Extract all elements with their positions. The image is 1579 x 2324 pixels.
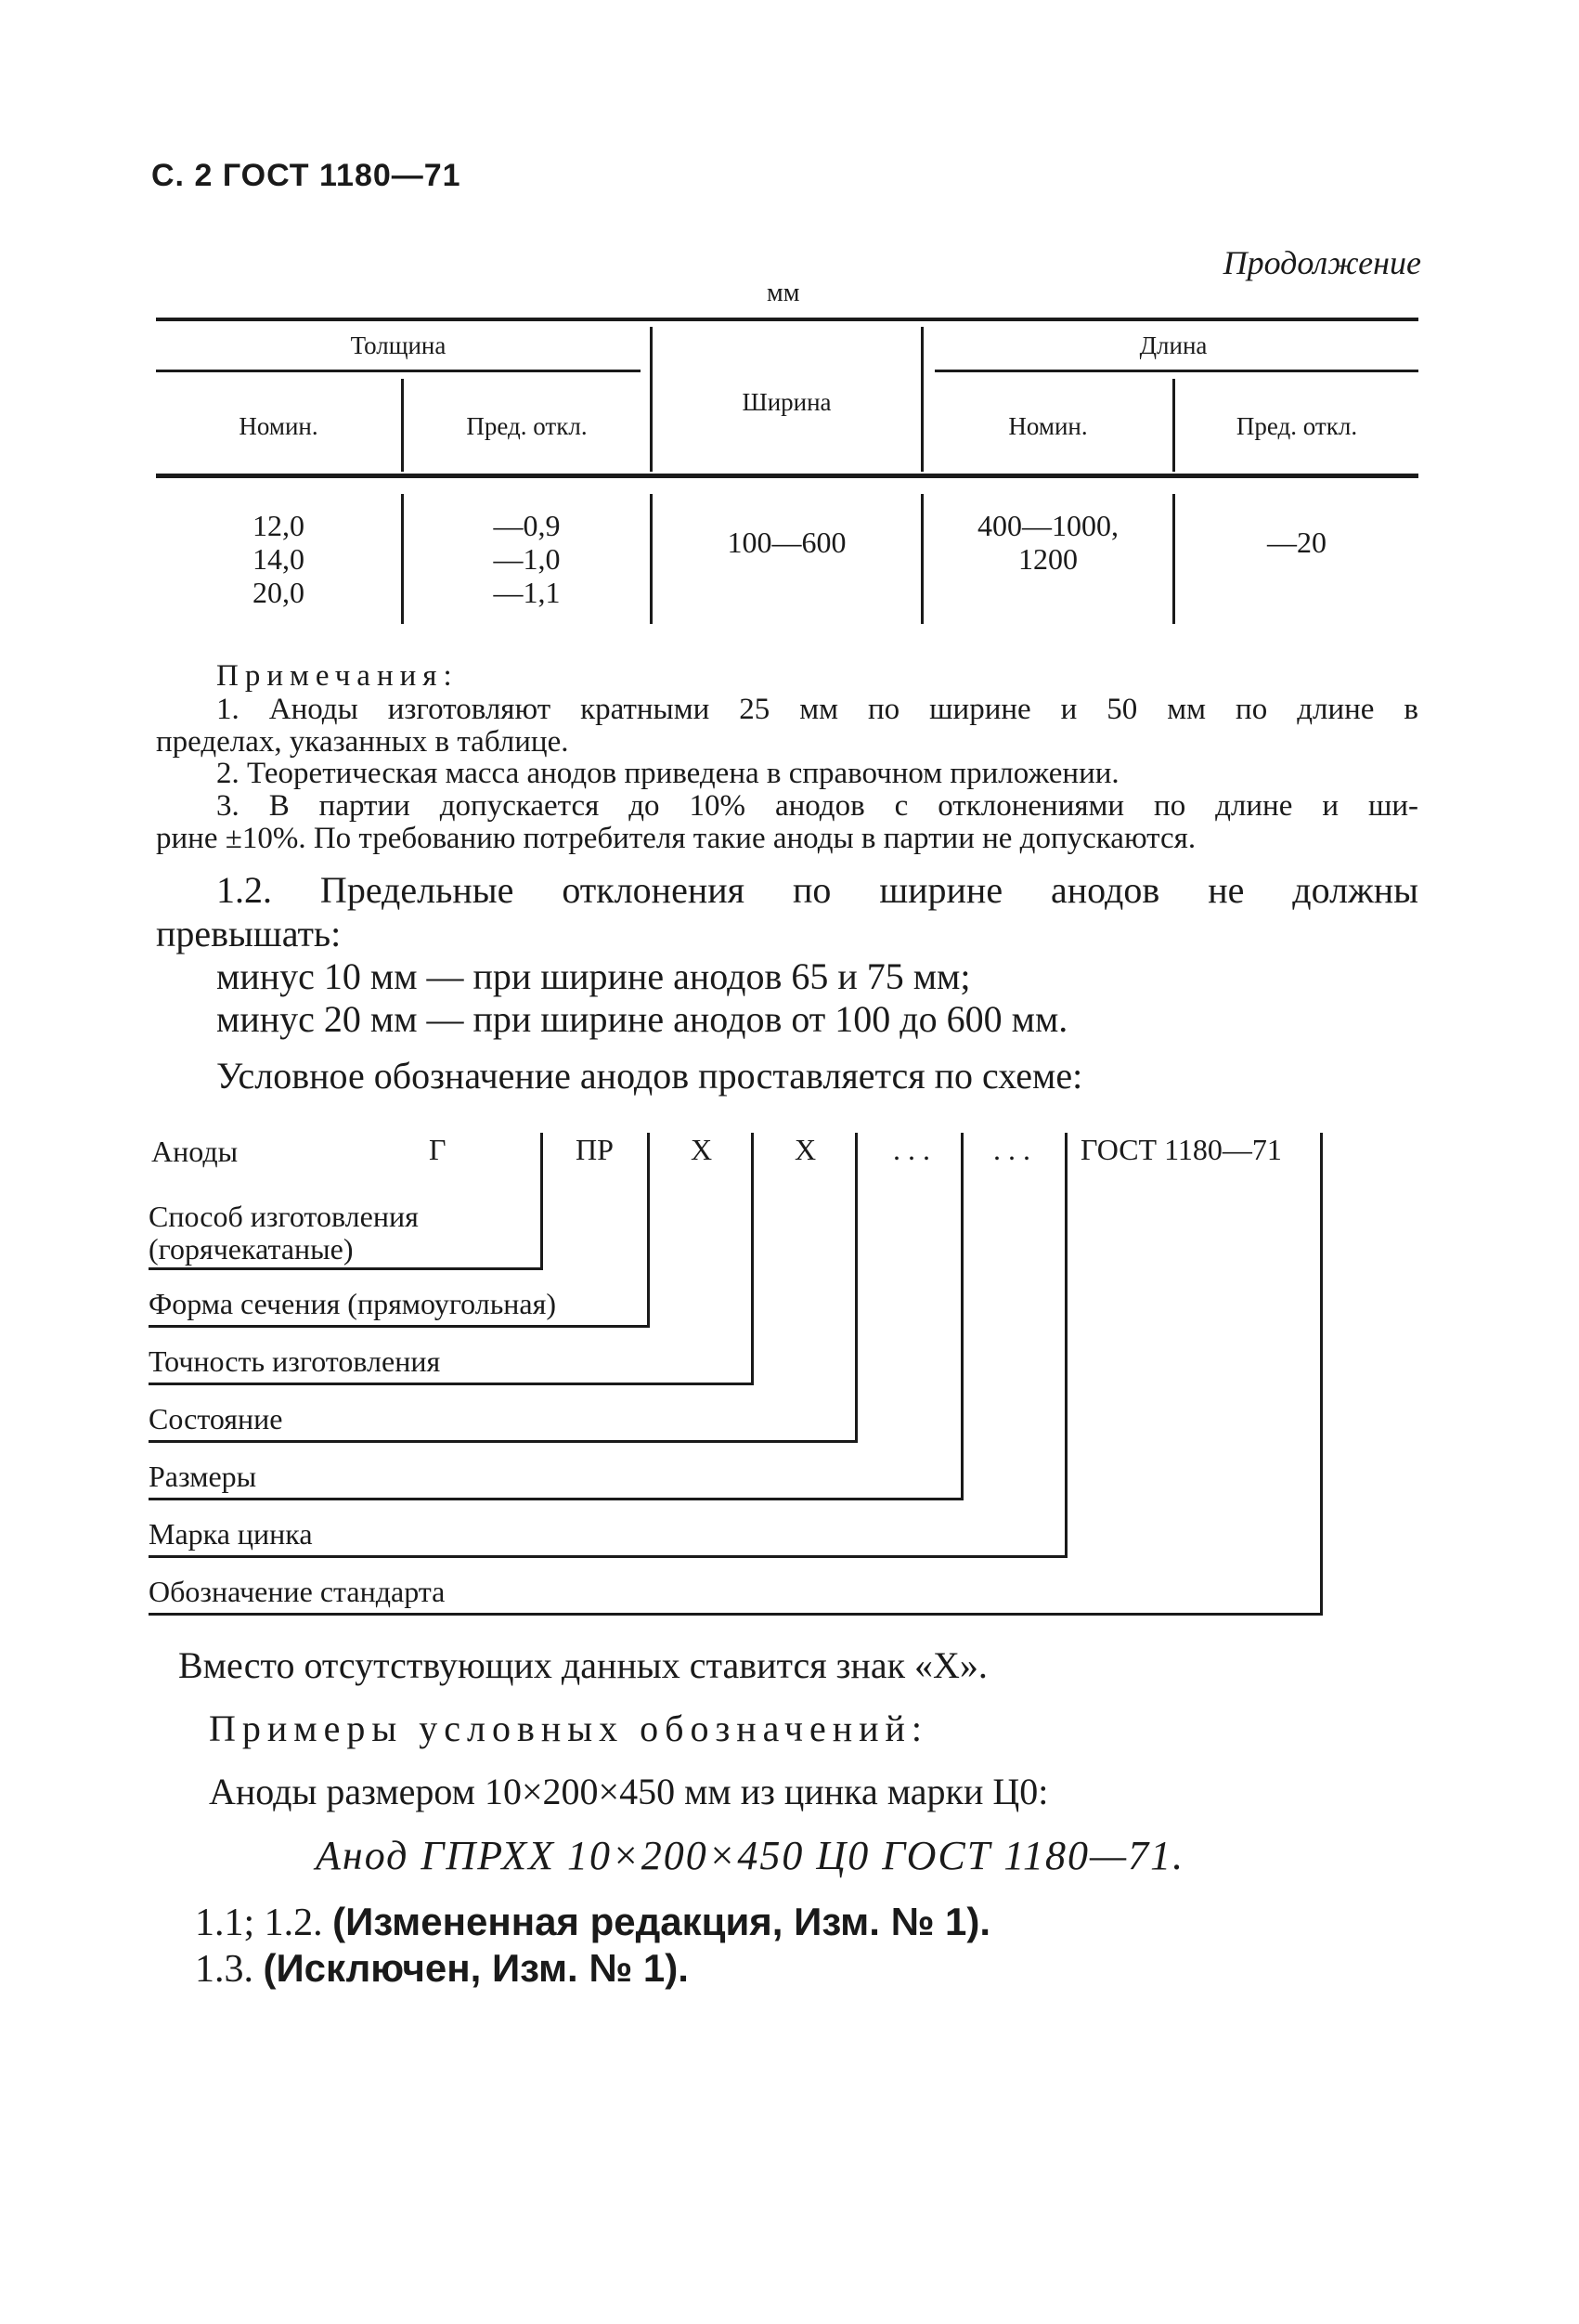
- scheme-label-grade: Марка цинка: [149, 1517, 313, 1551]
- examples-title: Примеры условных обозначений:: [209, 1707, 929, 1749]
- amendment-2: [195, 1946, 689, 1992]
- scheme-leader: [1065, 1133, 1068, 1558]
- scheme-label-sizes: Размеры: [149, 1460, 257, 1493]
- thickness-deviation-values: [404, 509, 650, 609]
- scheme-x1: Х: [691, 1133, 713, 1166]
- header-nominal-length: Номин.: [1008, 412, 1088, 440]
- section-1-2-line4: минус 20 мм — при ширине анодов от 100 до 600 мм.: [216, 998, 1068, 1040]
- note-1: 1. Аноды изготовляют кратными 25 мм по ширине и 50 мм по длине в: [216, 693, 1418, 726]
- length-nominal-values: [924, 509, 1172, 576]
- scheme-gost: ГОСТ 1180—71: [1081, 1133, 1282, 1166]
- table-col-divider: [1172, 494, 1175, 624]
- note-3-cont: рине ±10%. По требованию потребителя такие аноды в партии не допускаются.: [156, 822, 1197, 855]
- scheme-label-method: Способ изготовления: [149, 1200, 419, 1233]
- table-length-rule: [935, 370, 1418, 372]
- amendment-2-number: 1.3.: [195, 1948, 253, 1991]
- section-1-2-line1: 1.2. Предельные отклонения по ширине анодов не должны: [216, 869, 1418, 911]
- section-1-2-line2: превышать:: [156, 913, 342, 954]
- scheme-label-accuracy: Точность изготовления: [149, 1344, 441, 1378]
- amendment-1-text: (Измененная редакция, Изм. № 1).: [332, 1900, 991, 1943]
- scheme-leader: [540, 1133, 543, 1270]
- table-cell: 400—1000,: [977, 509, 1119, 542]
- amendment-1: [195, 1900, 990, 1945]
- scheme-anody: Аноды: [151, 1135, 239, 1168]
- instead-text: Вместо отсутствующих данных ставится знак «Х».: [178, 1644, 988, 1686]
- scheme-label-method-cont: (горячекатаные): [149, 1232, 354, 1266]
- table-cell: —0,9: [493, 509, 561, 542]
- table-col-divider: [650, 494, 653, 624]
- page-header: [151, 158, 461, 194]
- header-deviation: Пред. откл.: [466, 412, 588, 440]
- scheme-leader: [1320, 1133, 1323, 1616]
- table-cell: 14,0: [252, 542, 304, 576]
- table-cell: 12,0: [252, 509, 304, 542]
- notes-title: Примечания:: [216, 659, 459, 693]
- length-deviation-value: —20: [1267, 526, 1327, 559]
- header-nominal: Номин.: [239, 412, 318, 440]
- scheme-dots1: . . .: [893, 1133, 930, 1166]
- scheme-leader: [751, 1133, 754, 1385]
- scheme-underline: [149, 1325, 650, 1328]
- page-number: С. 2: [151, 158, 214, 193]
- scheme-label-shape: Форма сечения (прямоугольная): [149, 1287, 556, 1320]
- note-2: 2. Теоретическая масса анодов приведена в справочном приложении.: [216, 757, 1120, 790]
- scheme-g: Г: [429, 1133, 447, 1166]
- section-1-2-line3: минус 10 мм — при ширине анодов 65 и 75 мм;: [216, 955, 971, 997]
- standard-number: ГОСТ 1180—71: [222, 158, 461, 193]
- table-thickness-rule: [156, 370, 641, 372]
- table-cell: 1200: [1018, 542, 1078, 576]
- scheme-underline: [149, 1440, 858, 1443]
- unit-label: мм: [767, 279, 800, 307]
- table-cell: 20,0: [252, 576, 304, 609]
- amendment-2-text: (Исключен, Изм. № 1).: [263, 1946, 689, 1990]
- scheme-dots2: . . .: [993, 1133, 1030, 1166]
- scheme-underline: [149, 1613, 1323, 1616]
- scheme-label-standard: Обозначение стандарта: [149, 1575, 446, 1608]
- header-thickness: Толщина: [350, 331, 447, 359]
- header-width: Ширина: [742, 388, 832, 416]
- example-designation: Анод ГПРХХ 10×200×450 Ц0 ГОСТ 1180—71.: [316, 1833, 1185, 1878]
- scheme-leader: [647, 1133, 650, 1328]
- scheme-leader: [855, 1133, 858, 1443]
- thickness-nominal-values: [156, 509, 401, 609]
- header-length: Длина: [1139, 331, 1208, 359]
- continuation-label: Продолжение: [1223, 244, 1421, 281]
- table-cell: —1,1: [493, 576, 561, 609]
- scheme-underline: [149, 1267, 543, 1270]
- note-3: 3. В партии допускается до 10% анодов с отклонениями по длине и ши-: [216, 789, 1418, 823]
- scheme-intro: Условное обозначение анодов проставляется по схеме:: [216, 1055, 1083, 1097]
- scheme-leader: [961, 1133, 964, 1500]
- scheme-underline: [149, 1383, 754, 1385]
- scheme-x2: Х: [795, 1133, 817, 1166]
- scheme-label-state: Состояние: [149, 1402, 283, 1435]
- example-description: Аноды размером 10×200×450 мм из цинка марки Ц0:: [209, 1771, 1049, 1812]
- width-value: 100—600: [727, 526, 847, 559]
- header-deviation-length: Пред. откл.: [1236, 412, 1358, 440]
- note-1-cont: пределах, указанных в таблице.: [156, 725, 569, 759]
- table-col-divider: [921, 327, 924, 472]
- table-top-rule: [156, 318, 1418, 321]
- table-cell: —1,0: [493, 542, 561, 576]
- table-header-rule: [156, 474, 1418, 478]
- amendment-1-number: 1.1; 1.2.: [195, 1902, 323, 1944]
- scheme-underline: [149, 1498, 964, 1500]
- scheme-pr: ПР: [576, 1133, 614, 1166]
- scheme-underline: [149, 1555, 1068, 1558]
